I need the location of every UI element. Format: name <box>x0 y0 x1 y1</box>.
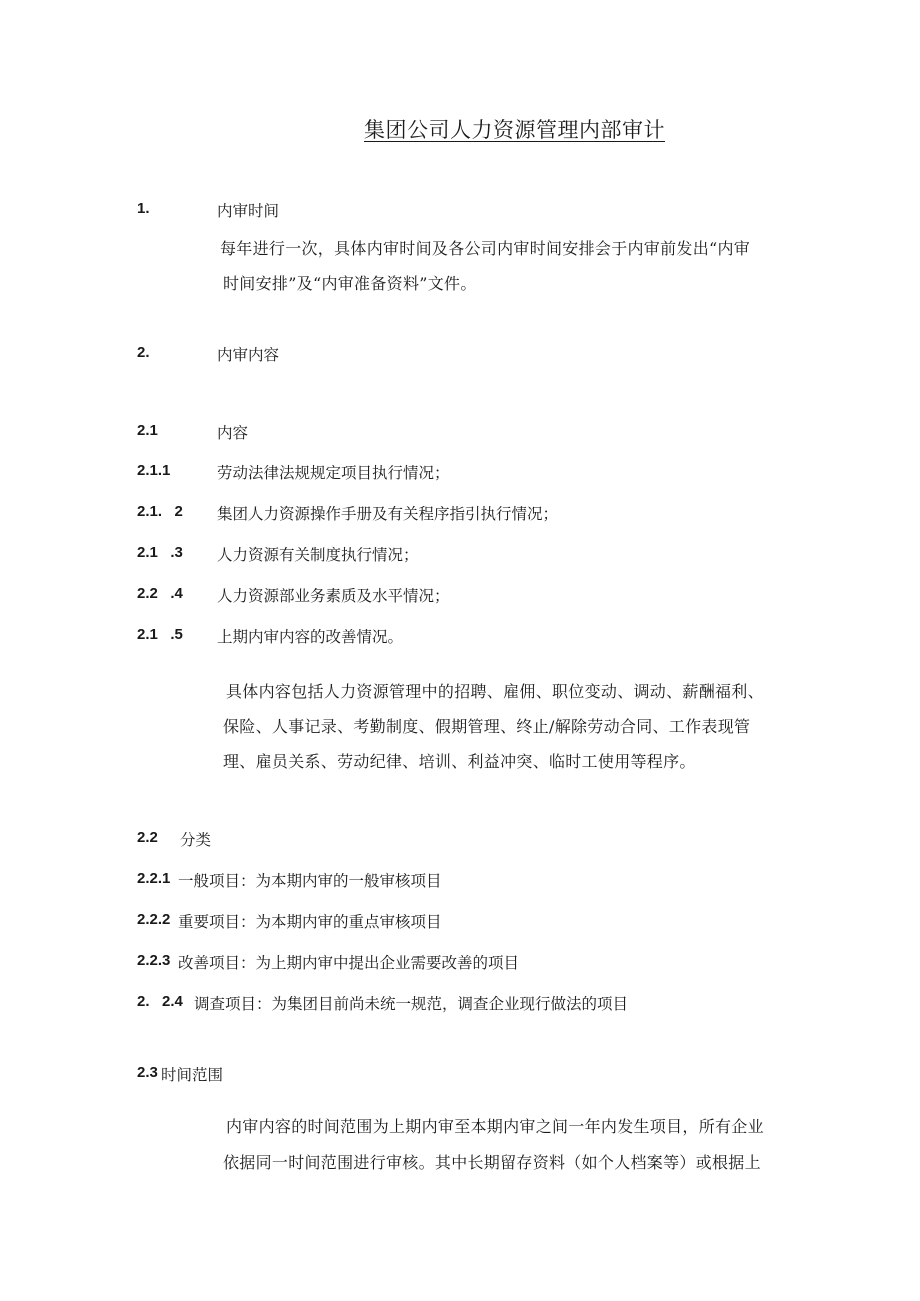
item-2-2-1-text: 一般项目：为本期内审的一般审核项目 <box>178 872 442 890</box>
section-2-2-number: 2.2 <box>137 829 158 846</box>
item-2-1-1-number: 2.1.1 <box>137 462 171 479</box>
section-2-number: 2. <box>137 344 150 361</box>
item-2-2-2-text: 重要项目：为本期内审的重点审核项目 <box>178 913 442 931</box>
item-2-2-4-text: 调查项目：为集团目前尚未统一规范，调查企业现行做法的项目 <box>194 995 629 1013</box>
item-2-2-4-number: 2. 2.4 <box>137 993 183 1010</box>
section-2-3-number: 2.3 <box>137 1064 158 1081</box>
item-2-1-5-number: 2.1 .5 <box>137 626 183 643</box>
item-2-1-2-number: 2.1. 2 <box>137 503 183 520</box>
item-2-2-4-number: 2.2 .4 <box>137 585 183 602</box>
item-2-2-4-text: 人力资源部业务素质及水平情况； <box>217 587 450 605</box>
item-2-2-3-text: 改善项目：为上期内审中提出企业需要改善的项目 <box>178 954 520 972</box>
item-2-2-2-number: 2.2.2 <box>137 911 171 928</box>
section-2-1-para-line-1: 具体内容包括人力资源管理中的招聘、雇佣、职位变动、调动、薪酬福利、 <box>226 682 764 701</box>
section-2-1-number: 2.1 <box>137 422 158 439</box>
section-2-heading: 内审内容 <box>217 346 280 364</box>
section-2-1-para-line-3: 理、雇员关系、劳动纪律、培训、利益冲突、临时工使用等程序。 <box>223 752 696 771</box>
section-2-2-heading: 分类 <box>180 831 212 849</box>
item-2-1-3-text: 人力资源有关制度执行情况； <box>217 546 419 564</box>
page-title: 集团公司人力资源管理内部审计 <box>364 118 665 142</box>
section-2-3-line-2: 依据同一时间范围进行审核。其中长期留存资料（如个人档案等）或根据上 <box>223 1153 761 1172</box>
section-1-heading: 内审时间 <box>217 202 280 220</box>
item-2-1-5-text: 上期内审内容的改善情况。 <box>217 628 404 646</box>
item-2-1-3-number: 2.1 .3 <box>137 544 183 561</box>
section-1-line-2: 时间安排”及“内审准备资料”文件。 <box>223 274 477 293</box>
section-2-1-heading: 内容 <box>217 424 249 442</box>
section-2-1-para-line-2: 保险、人事记录、考勤制度、假期管理、终止/解除劳动合同、工作表现管 <box>223 717 751 736</box>
item-2-1-2-text: 集团人力资源操作手册及有关程序指引执行情况； <box>217 505 559 523</box>
section-1-line-1: 每年进行一次，具体内审时间及各公司内审时间安排会于内审前发出“内审 <box>220 239 751 258</box>
section-1-number: 1. <box>137 200 150 217</box>
item-2-2-3-number: 2.2.3 <box>137 952 171 969</box>
item-2-2-1-number: 2.2.1 <box>137 870 171 887</box>
section-2-3-line-1: 内审内容的时间范围为上期内审至本期内审之间一年内发生项目，所有企业 <box>226 1117 764 1136</box>
item-2-1-1-text: 劳动法律法规规定项目执行情况； <box>217 464 450 482</box>
section-2-3-heading: 时间范围 <box>161 1066 224 1084</box>
